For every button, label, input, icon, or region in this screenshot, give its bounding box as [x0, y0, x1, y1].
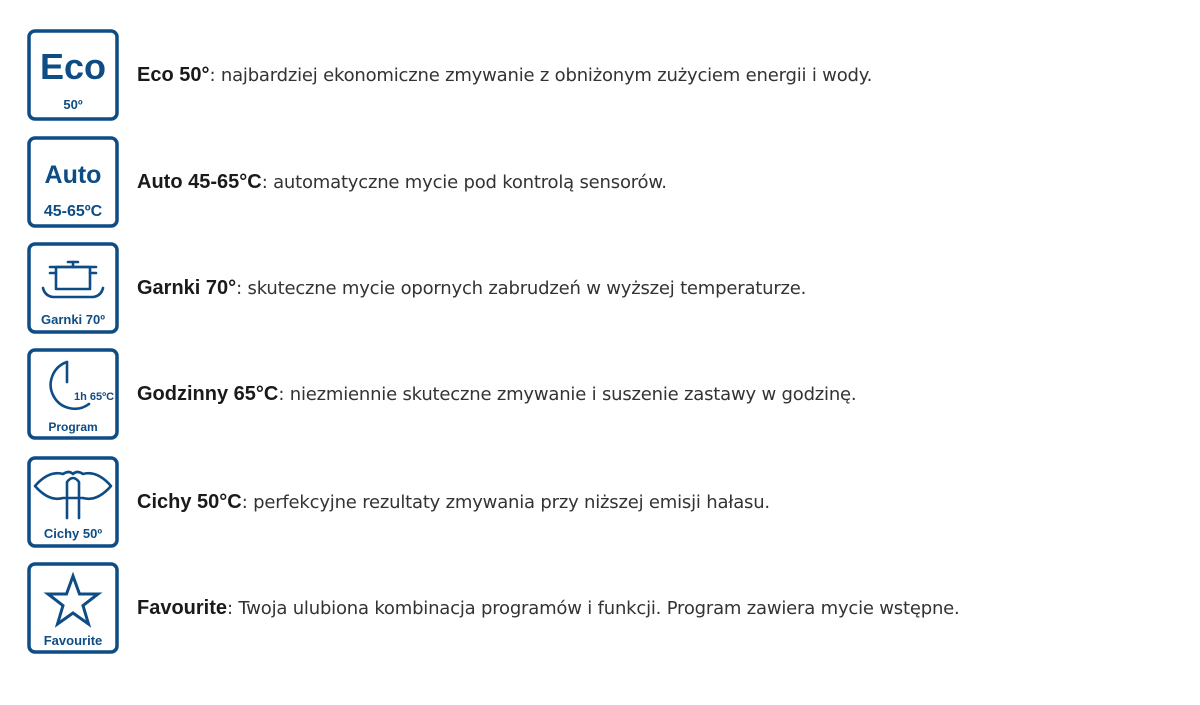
program-row-godzinny — [27, 348, 1177, 440]
auto-icon-sub-label: 45-65ºC — [43, 203, 103, 220]
program-description: : skuteczne mycie opornych zabrudzeń w wyższej temperaturze. — [236, 278, 807, 299]
clock-icon — [27, 348, 119, 440]
program-text-godzinny — [137, 348, 856, 440]
program-description: : Twoja ulubiona kombinacja programów i funkcji. Program zawiera mycie wstępne. — [227, 598, 960, 619]
pot-icon — [27, 242, 119, 334]
program-row-cichy — [27, 456, 1177, 548]
program-description: : najbardziej ekonomiczne zmywanie z obniżonym zużyciem energii i wody. — [209, 65, 873, 86]
eco-icon — [27, 29, 119, 121]
program-description: : niezmiennie skuteczne zmywanie i suszenie zastawy w godzinę. — [278, 384, 857, 405]
eco-icon-sub-label: 50º — [63, 97, 83, 112]
program-name: Eco 50° — [137, 64, 210, 86]
program-row-favourite — [27, 562, 1177, 654]
program-row-eco — [27, 29, 1177, 121]
quiet-icon — [27, 456, 119, 548]
auto-icon — [27, 136, 119, 228]
pot-icon-sub-label: Garnki 70º — [40, 312, 106, 327]
program-name: Cichy 50°C — [137, 491, 242, 513]
program-name: Favourite — [137, 597, 228, 619]
auto-icon-main-label: Auto — [44, 161, 102, 189]
program-description: : automatyczne mycie pod kontrolą sensorów. — [261, 172, 667, 193]
eco-icon-main-label: Eco — [39, 46, 107, 87]
clock-icon-sub-label: Program — [48, 420, 98, 434]
program-name: Godzinny 65°C — [137, 383, 279, 405]
program-row-auto — [27, 136, 1177, 228]
clock-icon-main-label: 1h 65ºC — [73, 391, 115, 403]
star-icon — [27, 562, 119, 654]
program-text-cichy — [137, 456, 770, 548]
program-row-garnki — [27, 242, 1177, 334]
program-text-auto — [137, 136, 667, 228]
program-text-garnki — [137, 242, 806, 334]
program-description: : perfekcyjne rezultaty zmywania przy niższej emisji hałasu. — [241, 492, 770, 513]
quiet-icon-sub-label: Cichy 50º — [43, 526, 103, 541]
program-name: Auto 45-65°C — [137, 171, 262, 193]
program-text-favourite — [137, 562, 960, 654]
star-icon-sub-label: Favourite — [43, 633, 103, 648]
program-text-eco — [137, 29, 872, 121]
program-name: Garnki 70° — [137, 277, 237, 299]
